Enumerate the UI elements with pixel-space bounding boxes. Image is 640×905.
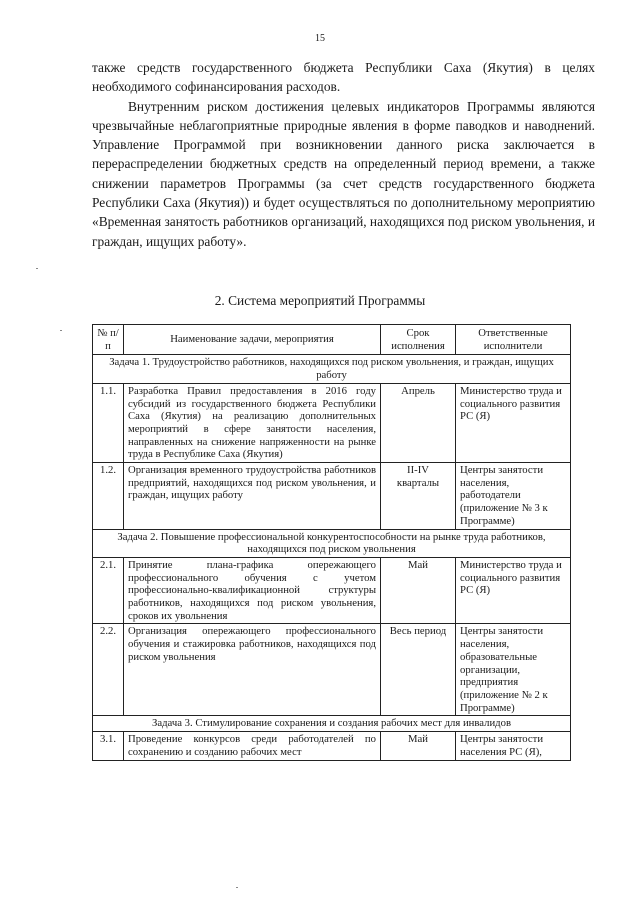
paragraph: также средств государственного бюджета Республики Саха (Якутия) в целях необходимого софинансирования расходов. (92, 60, 595, 95)
header-name: Наименование задачи, мероприятия (124, 325, 381, 355)
scan-speck (36, 268, 38, 269)
row-name: Организация временного трудоустройства работников предприятий, находящихся под риском увольнения, и граждан, ищущих работу (124, 463, 381, 530)
row-num: 3.1. (93, 732, 124, 760)
table-row (93, 383, 571, 462)
task-row (93, 716, 571, 732)
row-responsible: Министерство труда и социального развития РС (Я) (456, 383, 571, 462)
section-title: 2. Система мероприятий Программы (214, 293, 426, 308)
row-num: 2.1. (93, 557, 124, 624)
header-num: № п/п (93, 325, 124, 355)
row-term: Апрель (381, 383, 456, 462)
header-term: Срок исполнения (381, 325, 456, 355)
program-activities-table (92, 324, 571, 761)
task-title: Задача 2. Повышение профессиональной конкурентоспособности на рынке труда работников, находящихся под риском увольнения (93, 529, 571, 557)
task-row (93, 529, 571, 557)
task-title: Задача 1. Трудоустройство работников, находящихся под риском увольнения, и граждан, ищущих работу (93, 355, 571, 383)
row-term: Май (381, 557, 456, 624)
paragraph: Внутренним риском достижения целевых индикаторов Программы являются чрезвычайные неблагоприятные природные явления в форме паводков и наводнений. Управление Программой при возникновении данного риска заключается в перераспределении бюджетных средств на определенный период времени, а также снижении параметров Программы (за счет средств государственного бюджета Республики Саха (Якутия)) и будет осуществляться по дополнительному мероприятию «Временная занятость работников организаций, находящихся под риском увольнения, и граждан, ищущих работу». (92, 98, 595, 249)
scan-speck (236, 887, 238, 888)
table-row (93, 732, 571, 760)
header-responsible: Ответственные исполнители (456, 325, 571, 355)
task-row (93, 355, 571, 383)
task-title: Задача 3. Стимулирование сохранения и создания рабочих мест для инвалидов (93, 716, 571, 732)
row-num: 1.2. (93, 463, 124, 530)
row-term: Май (381, 732, 456, 760)
table-header-row (93, 325, 571, 355)
row-responsible: Центры занятости населения, образовательные организации, предприятия (приложение № 2 к Программе) (456, 624, 571, 716)
row-responsible: Министерство труда и социального развития РС (Я) (456, 557, 571, 624)
scan-speck (60, 330, 62, 331)
row-name: Принятие плана-графика опережающего профессионального обучения с учетом профессионально-квалификационной структуры работников, находящихся под риском увольнения, сроков их увольнения (124, 557, 381, 624)
table-row (93, 463, 571, 530)
row-term: II-IV кварталы (381, 463, 456, 530)
row-name: Организация опережающего профессионального обучения и стажировка работников, находящихся под риском увольнения (124, 624, 381, 716)
row-responsible: Центры занятости населения РС (Я), (456, 732, 571, 760)
page-number: 15 (315, 33, 325, 44)
row-num: 2.2. (93, 624, 124, 716)
table-row (93, 624, 571, 716)
row-responsible: Центры занятости населения, работодатели (приложение № 3 к Программе) (456, 463, 571, 530)
body-text (92, 58, 595, 251)
table-row (93, 557, 571, 624)
row-name: Разработка Правил предоставления в 2016 году субсидий из государственного бюджета Республики Саха (Якутия) на реализацию дополнительных мероприятий в сфере занятости населения, направленных на снижение напряженности на рынке труда в Республике Саха (Якутия) (124, 383, 381, 462)
row-num: 1.1. (93, 383, 124, 462)
row-term: Весь период (381, 624, 456, 716)
row-name: Проведение конкурсов среди работодателей по сохранению и созданию рабочих мест (124, 732, 381, 760)
